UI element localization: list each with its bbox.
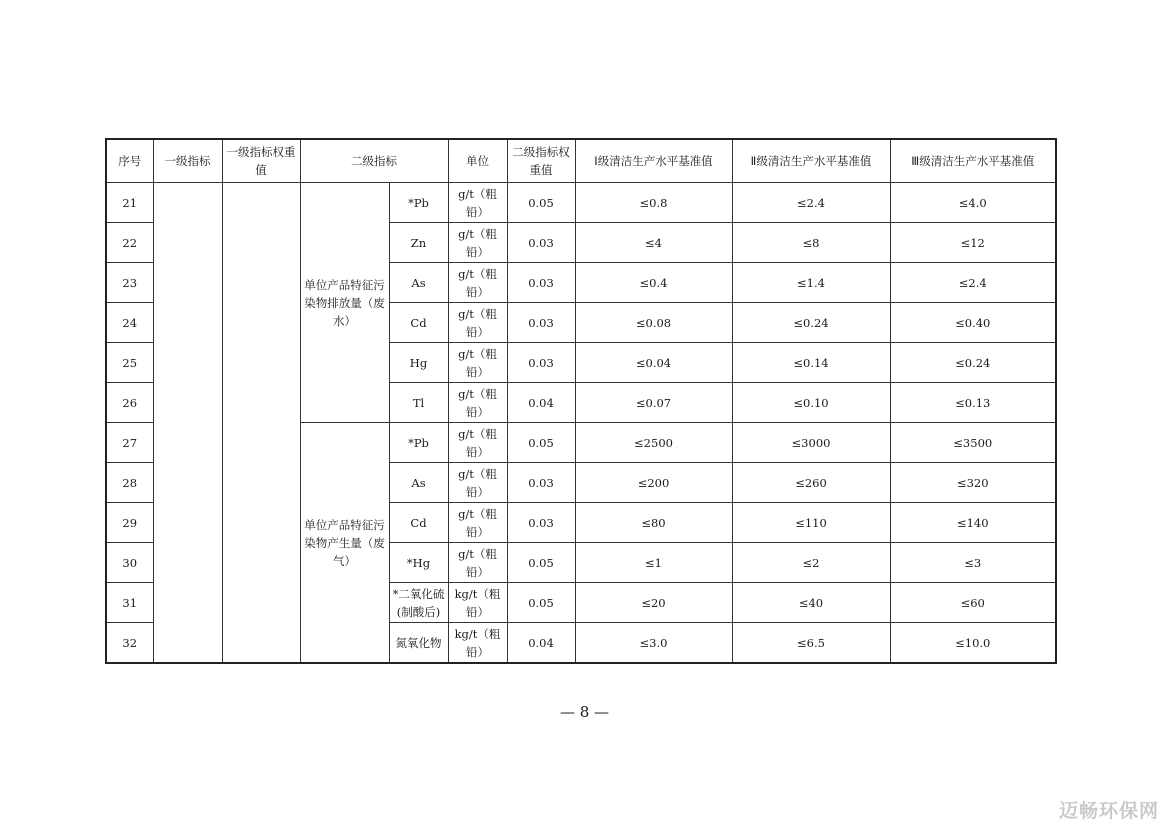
weight-cell: 0.03 <box>507 503 575 543</box>
unit-cell: g/t（粗铅） <box>448 223 507 263</box>
unit-cell: g/t（粗铅） <box>448 463 507 503</box>
pollutant-name: Zn <box>389 223 448 263</box>
grade2-value: ≤8 <box>732 223 890 263</box>
header-unit: 单位 <box>448 139 507 183</box>
row-number: 28 <box>106 463 153 503</box>
grade2-value: ≤6.5 <box>732 623 890 664</box>
weight-cell: 0.03 <box>507 223 575 263</box>
grade3-value: ≤0.40 <box>890 303 1056 343</box>
unit-cell: g/t（粗铅） <box>448 423 507 463</box>
grade2-value: ≤260 <box>732 463 890 503</box>
page-number: — 8 — <box>559 703 610 721</box>
row-number: 30 <box>106 543 153 583</box>
unit-cell: g/t（粗铅） <box>448 383 507 423</box>
level1-cell <box>153 183 222 664</box>
grade1-value: ≤3.0 <box>575 623 732 664</box>
pollutant-name: 氮氧化物 <box>389 623 448 664</box>
header-level2: 二级指标 <box>300 139 448 183</box>
grade2-value: ≤40 <box>732 583 890 623</box>
header-level2-weight: 二级指标权重值 <box>507 139 575 183</box>
table-row <box>106 183 1056 223</box>
weight-cell: 0.04 <box>507 623 575 664</box>
pollutant-name: Hg <box>389 343 448 383</box>
pollutant-name: *Hg <box>389 543 448 583</box>
grade2-value: ≤1.4 <box>732 263 890 303</box>
grade1-value: ≤0.8 <box>575 183 732 223</box>
pollutant-name: As <box>389 463 448 503</box>
row-number: 31 <box>106 583 153 623</box>
level1-weight-cell <box>222 183 300 664</box>
grade3-value: ≤320 <box>890 463 1056 503</box>
grade1-value: ≤1 <box>575 543 732 583</box>
grade3-value: ≤3500 <box>890 423 1056 463</box>
unit-cell: g/t（粗铅） <box>448 183 507 223</box>
grade2-value: ≤0.14 <box>732 343 890 383</box>
pollutant-name: *Pb <box>389 183 448 223</box>
group-wastegas: 单位产品特征污染物产生量（废气） <box>300 423 389 664</box>
grade1-value: ≤0.4 <box>575 263 732 303</box>
header-seq: 序号 <box>106 139 153 183</box>
pollutant-name: Tl <box>389 383 448 423</box>
weight-cell: 0.05 <box>507 583 575 623</box>
weight-cell: 0.03 <box>507 343 575 383</box>
watermark: 迈畅环保网 <box>1058 800 1159 822</box>
weight-cell: 0.04 <box>507 383 575 423</box>
grade3-value: ≤60 <box>890 583 1056 623</box>
pollutant-name: Cd <box>389 303 448 343</box>
grade2-value: ≤0.10 <box>732 383 890 423</box>
grade1-value: ≤2500 <box>575 423 732 463</box>
row-number: 21 <box>106 183 153 223</box>
grade1-value: ≤80 <box>575 503 732 543</box>
row-number: 29 <box>106 503 153 543</box>
header-level1: 一级指标 <box>153 139 222 183</box>
grade3-value: ≤2.4 <box>890 263 1056 303</box>
grade1-value: ≤4 <box>575 223 732 263</box>
header-level1-weight: 一级指标权重值 <box>222 139 300 183</box>
unit-cell: kg/t（粗铅） <box>448 623 507 664</box>
grade1-value: ≤20 <box>575 583 732 623</box>
unit-cell: g/t（粗铅） <box>448 343 507 383</box>
weight-cell: 0.05 <box>507 423 575 463</box>
grade1-value: ≤0.07 <box>575 383 732 423</box>
header-grade3: Ⅲ级清洁生产水平基准值 <box>890 139 1056 183</box>
group-wastewater: 单位产品特征污染物排放量（废水） <box>300 183 389 423</box>
row-number: 32 <box>106 623 153 664</box>
row-number: 24 <box>106 303 153 343</box>
grade3-value: ≤3 <box>890 543 1056 583</box>
unit-cell: g/t（粗铅） <box>448 263 507 303</box>
grade1-value: ≤0.04 <box>575 343 732 383</box>
unit-cell: g/t（粗铅） <box>448 543 507 583</box>
grade3-value: ≤4.0 <box>890 183 1056 223</box>
weight-cell: 0.03 <box>507 303 575 343</box>
row-number: 25 <box>106 343 153 383</box>
weight-cell: 0.05 <box>507 543 575 583</box>
grade2-value: ≤2.4 <box>732 183 890 223</box>
header-grade2: Ⅱ级清洁生产水平基准值 <box>732 139 890 183</box>
pollutant-name: *二氧化硫(制酸后) <box>389 583 448 623</box>
unit-cell: g/t（粗铅） <box>448 303 507 343</box>
grade3-value: ≤0.13 <box>890 383 1056 423</box>
pollutant-name: As <box>389 263 448 303</box>
header-grade1: Ⅰ级清洁生产水平基准值 <box>575 139 732 183</box>
row-number: 27 <box>106 423 153 463</box>
grade2-value: ≤3000 <box>732 423 890 463</box>
pollutant-name: Cd <box>389 503 448 543</box>
row-number: 22 <box>106 223 153 263</box>
row-number: 26 <box>106 383 153 423</box>
unit-cell: g/t（粗铅） <box>448 503 507 543</box>
unit-cell: kg/t（粗铅） <box>448 583 507 623</box>
row-number: 23 <box>106 263 153 303</box>
grade3-value: ≤140 <box>890 503 1056 543</box>
weight-cell: 0.05 <box>507 183 575 223</box>
grade3-value: ≤10.0 <box>890 623 1056 664</box>
grade1-value: ≤0.08 <box>575 303 732 343</box>
grade2-value: ≤2 <box>732 543 890 583</box>
indicator-table <box>105 138 1057 664</box>
grade3-value: ≤12 <box>890 223 1056 263</box>
header-row <box>106 139 1056 183</box>
grade1-value: ≤200 <box>575 463 732 503</box>
grade2-value: ≤0.24 <box>732 303 890 343</box>
weight-cell: 0.03 <box>507 463 575 503</box>
weight-cell: 0.03 <box>507 263 575 303</box>
grade2-value: ≤110 <box>732 503 890 543</box>
grade3-value: ≤0.24 <box>890 343 1056 383</box>
pollutant-name: *Pb <box>389 423 448 463</box>
